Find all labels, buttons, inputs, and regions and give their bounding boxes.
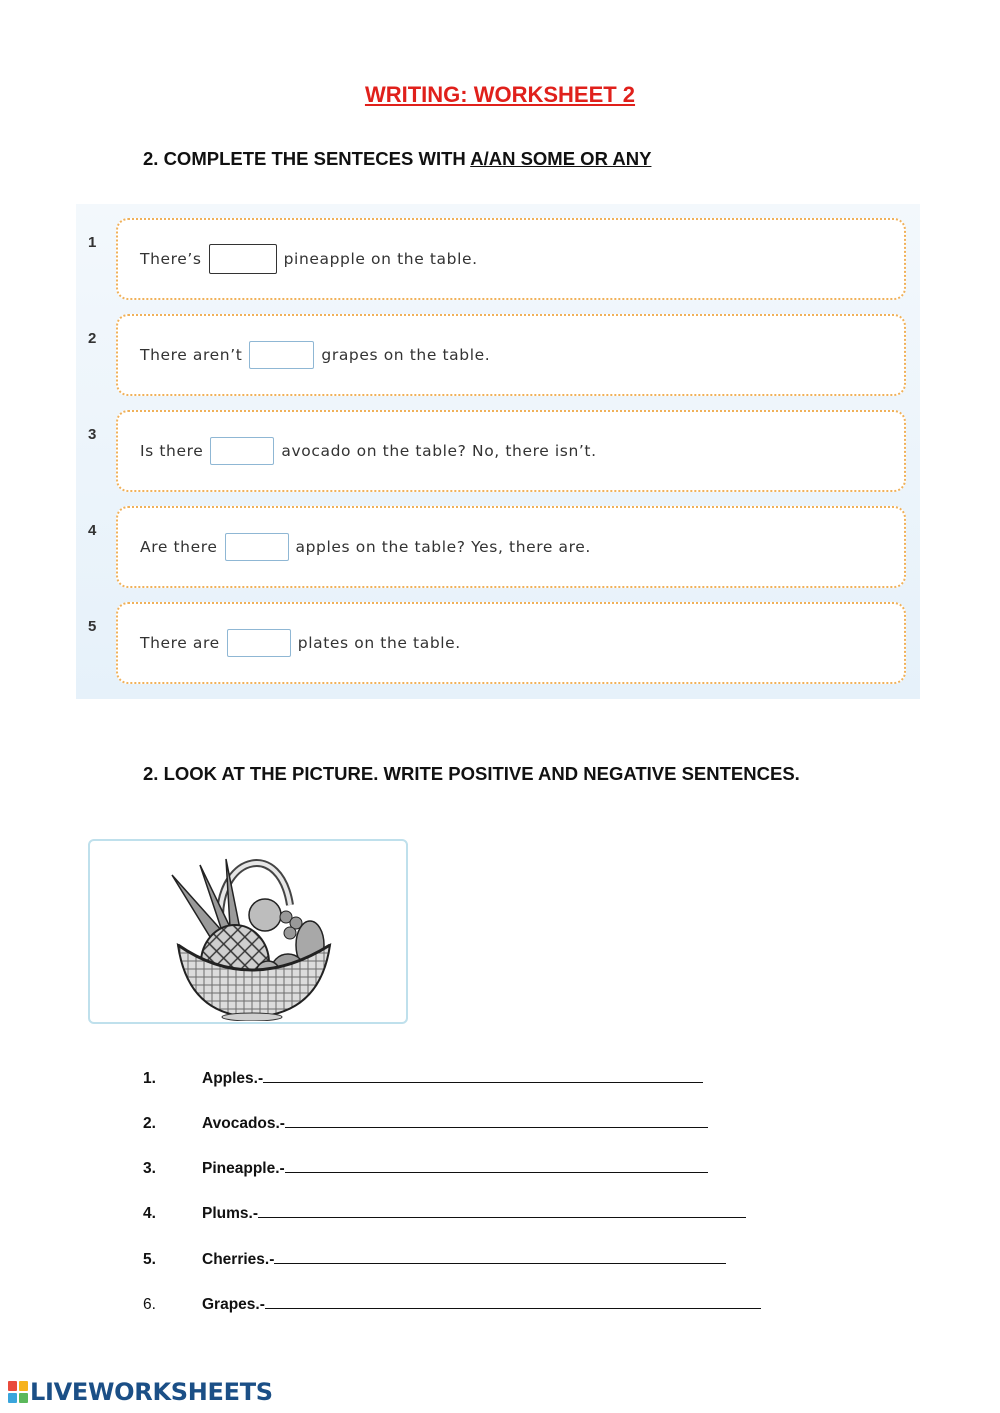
answer-blank-3[interactable] [210,437,274,465]
answer-number: 2. [143,1115,156,1132]
liveworksheets-logo [8,1378,273,1406]
section1-heading [143,148,651,170]
answer-number: 1. [143,1070,156,1087]
worksheet-title: WRITING: WORKSHEET 2 [364,82,636,107]
answer-word: Cherries.- [202,1251,275,1268]
answer-row [143,1249,726,1269]
answer-word: Avocados.- [202,1115,285,1132]
answer-row [143,1068,703,1088]
answer-word: Apples.- [202,1070,264,1087]
answer-number: 6. [143,1296,156,1313]
sentence-before: There are [140,634,220,652]
item-number: 3 [88,426,97,443]
answer-number: 5. [143,1251,156,1268]
section1-heading-prefix: 2. COMPLETE THE SENTECES WITH [143,148,471,169]
answer-number: 3. [143,1160,156,1177]
logo-text: LIVEWORKSHEETS [30,1378,273,1406]
answer-line-6[interactable] [265,1294,761,1309]
fill-in-exercise-panel [76,204,920,699]
answer-line-2[interactable] [285,1113,708,1128]
sentence-after: pineapple on the table. [283,250,478,268]
sentence-after: avocado on the table? No, there isn’t. [281,442,597,460]
sentence [140,316,490,394]
sentence-before: Are there [140,538,218,556]
item-number: 2 [88,330,97,347]
sentence [140,508,591,586]
section1-heading-options: A/AN SOME OR ANY [470,148,652,169]
answer-line-5[interactable] [274,1249,726,1264]
sentence-after: grapes on the table. [321,346,491,364]
exercise-row [116,218,906,300]
answer-blank-1[interactable] [209,244,277,274]
exercise-row [116,506,906,588]
answer-word: Pineapple.- [202,1160,285,1177]
answer-line-3[interactable] [285,1158,708,1173]
sentence [140,220,478,298]
sentence-before: Is there [140,442,204,460]
answer-row [143,1203,746,1223]
fruit-basket-icon [160,845,340,1021]
answer-row [143,1113,708,1133]
picture-frame [88,839,408,1024]
item-number: 5 [88,618,97,635]
answer-blank-2[interactable] [249,341,314,369]
answer-row [143,1294,761,1314]
answer-word: Plums.- [202,1205,258,1222]
section2-heading: 2. LOOK AT THE PICTURE. WRITE POSITIVE AND NEGATIVE SENTENCES. [143,763,800,784]
sentence [140,412,597,490]
sentence [140,604,461,682]
sentence-before: There’s [140,250,202,268]
sentence-after: plates on the table. [297,634,461,652]
sentence-after: apples on the table? Yes, there are. [295,538,591,556]
answer-number: 4. [143,1205,156,1222]
answer-blank-5[interactable] [227,629,291,657]
exercise-row [116,410,906,492]
item-number: 4 [88,522,97,539]
answer-row [143,1158,708,1178]
sentence-before: There aren’t [140,346,243,364]
answer-word: Grapes.- [202,1296,265,1313]
answer-line-4[interactable] [258,1203,746,1218]
answer-line-1[interactable] [263,1068,703,1083]
exercise-row [116,602,906,684]
exercise-row [116,314,906,396]
answer-blank-4[interactable] [225,533,289,561]
item-number: 1 [88,234,97,251]
logo-blocks-icon [8,1381,28,1403]
